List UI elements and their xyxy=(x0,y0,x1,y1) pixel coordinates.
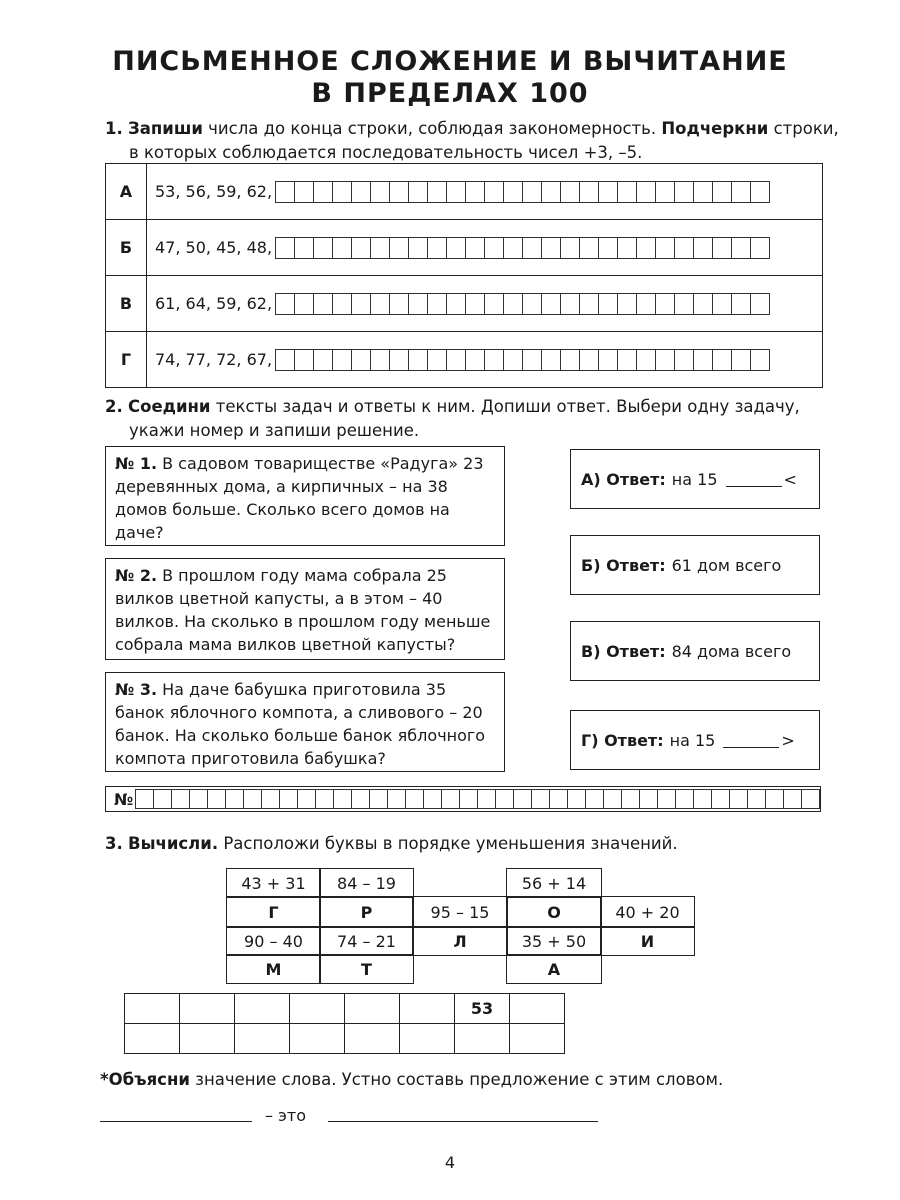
answer-cell[interactable] xyxy=(351,181,371,203)
solution-cell[interactable] xyxy=(657,789,676,809)
answer-cell[interactable] xyxy=(503,349,523,371)
task1-number: 1. xyxy=(105,119,123,138)
answer-cell[interactable] xyxy=(408,181,428,203)
task1-row xyxy=(106,164,823,220)
answer-cell[interactable] xyxy=(560,237,580,259)
answer-box-a[interactable] xyxy=(570,449,820,509)
answer-text: 84 дома всего xyxy=(671,641,792,661)
answer-slot[interactable] xyxy=(125,994,180,1024)
expression-cell: 90 – 40 xyxy=(226,926,321,956)
answer-cell[interactable] xyxy=(522,237,542,259)
solution-cell[interactable] xyxy=(207,789,226,809)
answer-cell[interactable] xyxy=(674,237,694,259)
letter-slot[interactable] xyxy=(180,1024,235,1054)
answer-given-value: 53 xyxy=(455,994,510,1024)
row-sequence-cell xyxy=(147,164,823,220)
eto-label: – это xyxy=(265,1106,306,1125)
answer-slot[interactable] xyxy=(345,994,400,1024)
answer-cell[interactable] xyxy=(731,349,751,371)
answer-cell[interactable] xyxy=(693,237,713,259)
task1-text1: числа до конца строки, соблюдая закономерность. xyxy=(202,119,662,138)
answer-cell[interactable] xyxy=(750,237,770,259)
answer-cells[interactable] xyxy=(276,293,770,315)
answer-box-v[interactable] xyxy=(570,621,820,681)
answer-cell[interactable] xyxy=(712,293,732,315)
answer-blank[interactable] xyxy=(726,472,782,487)
answer-cell[interactable] xyxy=(446,181,466,203)
answer-cell[interactable] xyxy=(446,237,466,259)
answer-cell[interactable] xyxy=(275,181,295,203)
answer-cell[interactable] xyxy=(389,181,409,203)
answer-cell[interactable] xyxy=(522,293,542,315)
solution-cell[interactable] xyxy=(711,789,730,809)
answer-cell[interactable] xyxy=(712,349,732,371)
task1-table xyxy=(105,163,823,388)
answer-cell[interactable] xyxy=(370,237,390,259)
solution-cell[interactable] xyxy=(135,789,154,809)
answer-cell[interactable] xyxy=(408,349,428,371)
answer-cell[interactable] xyxy=(503,237,523,259)
answer-label: А) Ответ: xyxy=(581,469,666,489)
solution-cell[interactable] xyxy=(441,789,460,809)
answer-text: на 15 xyxy=(669,730,716,750)
solution-cell[interactable] xyxy=(621,789,640,809)
solution-row xyxy=(105,786,821,812)
answer-cell[interactable] xyxy=(351,237,371,259)
letter-cell: Л xyxy=(412,926,508,956)
answer-cell[interactable] xyxy=(484,237,504,259)
answer-slot[interactable] xyxy=(290,994,345,1024)
answer-cell[interactable] xyxy=(427,237,447,259)
answer-cell[interactable] xyxy=(541,181,561,203)
sequence-text: 61, 64, 59, 62, xyxy=(155,294,273,313)
footer-text: значение слова. Устно составь предложение с этим словом. xyxy=(189,1070,724,1089)
task2-bold1: Соедини xyxy=(128,397,211,416)
answer-cell[interactable] xyxy=(560,181,580,203)
solution-cell[interactable] xyxy=(351,789,370,809)
answer-cell[interactable] xyxy=(674,349,694,371)
task1-bold1: Запиши xyxy=(128,119,203,138)
solution-cell[interactable] xyxy=(459,789,478,809)
answer-cell[interactable] xyxy=(465,349,485,371)
task2-text1: тексты задач и ответы к ним. Допиши ответ. Выбери одну задачу, укажи номер и запиши решение. xyxy=(129,397,800,440)
answer-label: Г) Ответ: xyxy=(581,730,664,750)
answer-cell[interactable] xyxy=(541,237,561,259)
answer-cell[interactable] xyxy=(693,181,713,203)
answer-cell[interactable] xyxy=(465,237,485,259)
answer-cell[interactable] xyxy=(655,181,675,203)
answer-cell[interactable] xyxy=(389,293,409,315)
answer-cell[interactable] xyxy=(731,293,751,315)
answer-box-b[interactable] xyxy=(570,535,820,595)
letter-cell: М xyxy=(226,954,321,984)
row-label: Г xyxy=(106,332,147,388)
answer-cell[interactable] xyxy=(503,293,523,315)
answer-cell[interactable] xyxy=(389,349,409,371)
letter-slot[interactable] xyxy=(510,1024,565,1054)
answer-blank[interactable] xyxy=(723,733,779,748)
expression-cell: 40 + 20 xyxy=(600,896,695,928)
solution-cell[interactable] xyxy=(567,789,586,809)
answer-cell[interactable] xyxy=(351,293,371,315)
row-label: А xyxy=(106,164,147,220)
solution-cell[interactable] xyxy=(297,789,316,809)
solution-cell[interactable] xyxy=(585,789,604,809)
answer-cell[interactable] xyxy=(446,293,466,315)
answer-cell[interactable] xyxy=(332,349,352,371)
letter-cell: О xyxy=(506,896,602,928)
answer-box-g[interactable] xyxy=(570,710,820,770)
answer-cell[interactable] xyxy=(503,181,523,203)
solution-cell[interactable] xyxy=(765,789,784,809)
solution-grid[interactable] xyxy=(136,789,820,809)
page-title: ПИСЬМЕННОЕ СЛОЖЕНИЕ И ВЫЧИТАНИЕ xyxy=(112,46,788,77)
answer-label: В) Ответ: xyxy=(581,641,666,661)
problem-number: № 1. xyxy=(115,454,158,473)
answer-cell[interactable] xyxy=(313,293,333,315)
answer-cell[interactable] xyxy=(427,181,447,203)
solution-cell[interactable] xyxy=(495,789,514,809)
answer-cell[interactable] xyxy=(427,349,447,371)
answer-cells[interactable] xyxy=(276,181,770,203)
answer-cell[interactable] xyxy=(560,293,580,315)
answer-cell[interactable] xyxy=(655,237,675,259)
answer-cell[interactable] xyxy=(294,181,314,203)
footer-instructions xyxy=(100,1070,723,1089)
answer-cell[interactable] xyxy=(693,349,713,371)
answer-cell[interactable] xyxy=(636,349,656,371)
solution-cell[interactable] xyxy=(729,789,748,809)
answer-cell[interactable] xyxy=(560,349,580,371)
row-sequence-cell xyxy=(147,220,823,276)
answer-text: на 15 xyxy=(671,469,718,489)
answer-cell[interactable] xyxy=(370,293,390,315)
task1-row xyxy=(106,276,823,332)
letter-cell: И xyxy=(600,926,695,956)
answer-cell[interactable] xyxy=(636,181,656,203)
answer-cell[interactable] xyxy=(275,349,295,371)
solution-cell[interactable] xyxy=(225,789,244,809)
problem-box-3 xyxy=(105,672,505,772)
answer-cell[interactable] xyxy=(332,181,352,203)
problem-box-2 xyxy=(105,558,505,660)
answer-cell[interactable] xyxy=(484,349,504,371)
row-sequence-cell xyxy=(147,332,823,388)
solution-cell[interactable] xyxy=(693,789,712,809)
task3-instructions xyxy=(105,832,825,856)
expression-cell: 95 – 15 xyxy=(412,896,508,928)
answer-cell[interactable] xyxy=(522,181,542,203)
solution-cell[interactable] xyxy=(801,789,820,809)
answer-cell[interactable] xyxy=(617,237,637,259)
answer-cell[interactable] xyxy=(655,293,675,315)
answer-cell[interactable] xyxy=(294,237,314,259)
answer-cell[interactable] xyxy=(275,237,295,259)
answer-slot[interactable] xyxy=(400,994,455,1024)
solution-cell[interactable] xyxy=(549,789,568,809)
answer-cell[interactable] xyxy=(446,349,466,371)
answer-cell[interactable] xyxy=(655,349,675,371)
answer-cell[interactable] xyxy=(674,293,694,315)
answer-cell[interactable] xyxy=(636,237,656,259)
solution-cell[interactable] xyxy=(639,789,658,809)
solution-cell[interactable] xyxy=(513,789,532,809)
task1-row xyxy=(106,332,823,388)
answer-cell[interactable] xyxy=(351,349,371,371)
answer-cell[interactable] xyxy=(617,349,637,371)
answer-cell[interactable] xyxy=(731,237,751,259)
answer-suffix: < xyxy=(783,469,797,489)
answer-cell[interactable] xyxy=(750,181,770,203)
letter-slot[interactable] xyxy=(235,1024,290,1054)
answer-cell[interactable] xyxy=(731,181,751,203)
letter-cell: А xyxy=(506,954,602,984)
answer-slot[interactable] xyxy=(180,994,235,1024)
expression-cell: 84 – 19 xyxy=(319,868,414,898)
letter-cell: Т xyxy=(319,954,414,984)
letter-slot[interactable] xyxy=(400,1024,455,1054)
answer-cell[interactable] xyxy=(541,349,561,371)
answer-cells[interactable] xyxy=(276,237,770,259)
task3-bold1: Вычисли. xyxy=(128,834,219,853)
problem-box-1 xyxy=(105,446,505,546)
answer-cell[interactable] xyxy=(617,181,637,203)
solution-cell[interactable] xyxy=(153,789,172,809)
answer-text: 61 дом всего xyxy=(671,555,782,575)
answer-cell[interactable] xyxy=(598,181,618,203)
word-blank-line[interactable] xyxy=(100,1121,252,1122)
solution-cell[interactable] xyxy=(603,789,622,809)
answer-cell[interactable] xyxy=(712,237,732,259)
solution-cell[interactable] xyxy=(675,789,694,809)
answer-cell[interactable] xyxy=(579,237,599,259)
row-label: В xyxy=(106,276,147,332)
answer-cell[interactable] xyxy=(579,349,599,371)
task3-text1: Расположи буквы в порядке уменьшения значений. xyxy=(218,834,678,853)
task2-instructions xyxy=(105,395,849,443)
expression-cell: 35 + 50 xyxy=(506,926,602,956)
solution-cell[interactable] xyxy=(279,789,298,809)
answer-cell[interactable] xyxy=(579,293,599,315)
answer-cell[interactable] xyxy=(313,181,333,203)
page-number: 4 xyxy=(444,1153,456,1172)
answer-cell[interactable] xyxy=(465,293,485,315)
meaning-blank-line[interactable] xyxy=(328,1121,598,1122)
answer-cell[interactable] xyxy=(750,293,770,315)
answer-cell[interactable] xyxy=(332,293,352,315)
answer-cell[interactable] xyxy=(294,293,314,315)
expression-cell: 56 + 14 xyxy=(506,868,602,898)
expression-cell: 74 – 21 xyxy=(319,926,414,956)
solution-cell[interactable] xyxy=(387,789,406,809)
task1-text2: строки, в которых соблюдается последовательность чисел +3, –5. xyxy=(129,119,839,162)
letter-slot[interactable] xyxy=(125,1024,180,1054)
solution-cell[interactable] xyxy=(531,789,550,809)
solution-cell[interactable] xyxy=(261,789,280,809)
answer-cell[interactable] xyxy=(484,293,504,315)
letter-slot[interactable] xyxy=(455,1024,510,1054)
solution-cell[interactable] xyxy=(783,789,802,809)
answer-cell[interactable] xyxy=(275,293,295,315)
answer-cell[interactable] xyxy=(313,349,333,371)
problem-number: № 2. xyxy=(115,566,158,585)
sequence-text: 53, 56, 59, 62, xyxy=(155,182,273,201)
row-sequence-cell xyxy=(147,276,823,332)
answer-suffix: > xyxy=(781,730,795,750)
answer-cell[interactable] xyxy=(427,293,447,315)
task1-instructions xyxy=(105,117,849,165)
problem-number: № 3. xyxy=(115,680,158,699)
row-label: Б xyxy=(106,220,147,276)
letter-slot[interactable] xyxy=(345,1024,400,1054)
answer-cell[interactable] xyxy=(674,181,694,203)
answer-cell[interactable] xyxy=(636,293,656,315)
answer-label: Б) Ответ: xyxy=(581,555,666,575)
answer-cell[interactable] xyxy=(332,237,352,259)
footer-bold: *Объясни xyxy=(100,1070,190,1089)
task1-bold2: Подчеркни xyxy=(661,119,769,138)
letter-slot[interactable] xyxy=(290,1024,345,1054)
task3-number: 3. xyxy=(105,834,123,853)
sequence-text: 74, 77, 72, 67, xyxy=(155,350,273,369)
solution-cell[interactable] xyxy=(315,789,334,809)
page-subtitle: В ПРЕДЕЛАХ 100 xyxy=(311,78,589,109)
solution-cell[interactable] xyxy=(369,789,388,809)
answer-slot[interactable] xyxy=(510,994,565,1024)
expression-cell: 43 + 31 xyxy=(226,868,321,898)
problem-text: В садовом товариществе «Радуга» 23 деревянных дома, а кирпичных – на 38 домов больше. Сколько всего домов на даче? xyxy=(115,454,484,542)
solution-cell[interactable] xyxy=(333,789,352,809)
answer-cell[interactable] xyxy=(712,181,732,203)
answer-cell[interactable] xyxy=(598,349,618,371)
answer-cell[interactable] xyxy=(294,349,314,371)
answer-cell[interactable] xyxy=(522,349,542,371)
answer-slot[interactable] xyxy=(235,994,290,1024)
answer-cell[interactable] xyxy=(750,349,770,371)
answer-cell[interactable] xyxy=(465,181,485,203)
answer-cell[interactable] xyxy=(370,349,390,371)
answer-cell[interactable] xyxy=(541,293,561,315)
answer-cell[interactable] xyxy=(579,181,599,203)
letter-cell: Г xyxy=(226,896,321,928)
solution-cell[interactable] xyxy=(171,789,190,809)
answer-cell[interactable] xyxy=(598,293,618,315)
answer-cell[interactable] xyxy=(408,293,428,315)
sequence-text: 47, 50, 45, 48, xyxy=(155,238,273,257)
solution-number-label: № xyxy=(114,789,134,809)
problem-text: В прошлом году мама собрала 25 вилков цветной капусты, а в этом – 40 вилков. На сколько в прошлом году меньше собрала мама вилков цветной капусты? xyxy=(115,566,491,654)
task3-answer-grid xyxy=(124,993,565,1054)
answer-cell[interactable] xyxy=(693,293,713,315)
answer-cell[interactable] xyxy=(370,181,390,203)
answer-cell[interactable] xyxy=(389,237,409,259)
answer-cell[interactable] xyxy=(617,293,637,315)
answer-cell[interactable] xyxy=(408,237,428,259)
problem-text: На даче бабушка приготовила 35 банок яблочного компота, а сливового – 20 банок. На сколько больше банок яблочного компота приготовила бабушка? xyxy=(115,680,486,768)
task2-number: 2. xyxy=(105,397,123,416)
task1-row xyxy=(106,220,823,276)
solution-cell[interactable] xyxy=(243,789,262,809)
solution-cell[interactable] xyxy=(405,789,424,809)
answer-cell[interactable] xyxy=(313,237,333,259)
answer-cell[interactable] xyxy=(598,237,618,259)
answer-cell[interactable] xyxy=(484,181,504,203)
solution-cell[interactable] xyxy=(477,789,496,809)
solution-cell[interactable] xyxy=(747,789,766,809)
answer-cells[interactable] xyxy=(276,349,770,371)
letter-cell: Р xyxy=(319,896,414,928)
solution-cell[interactable] xyxy=(189,789,208,809)
solution-cell[interactable] xyxy=(423,789,442,809)
